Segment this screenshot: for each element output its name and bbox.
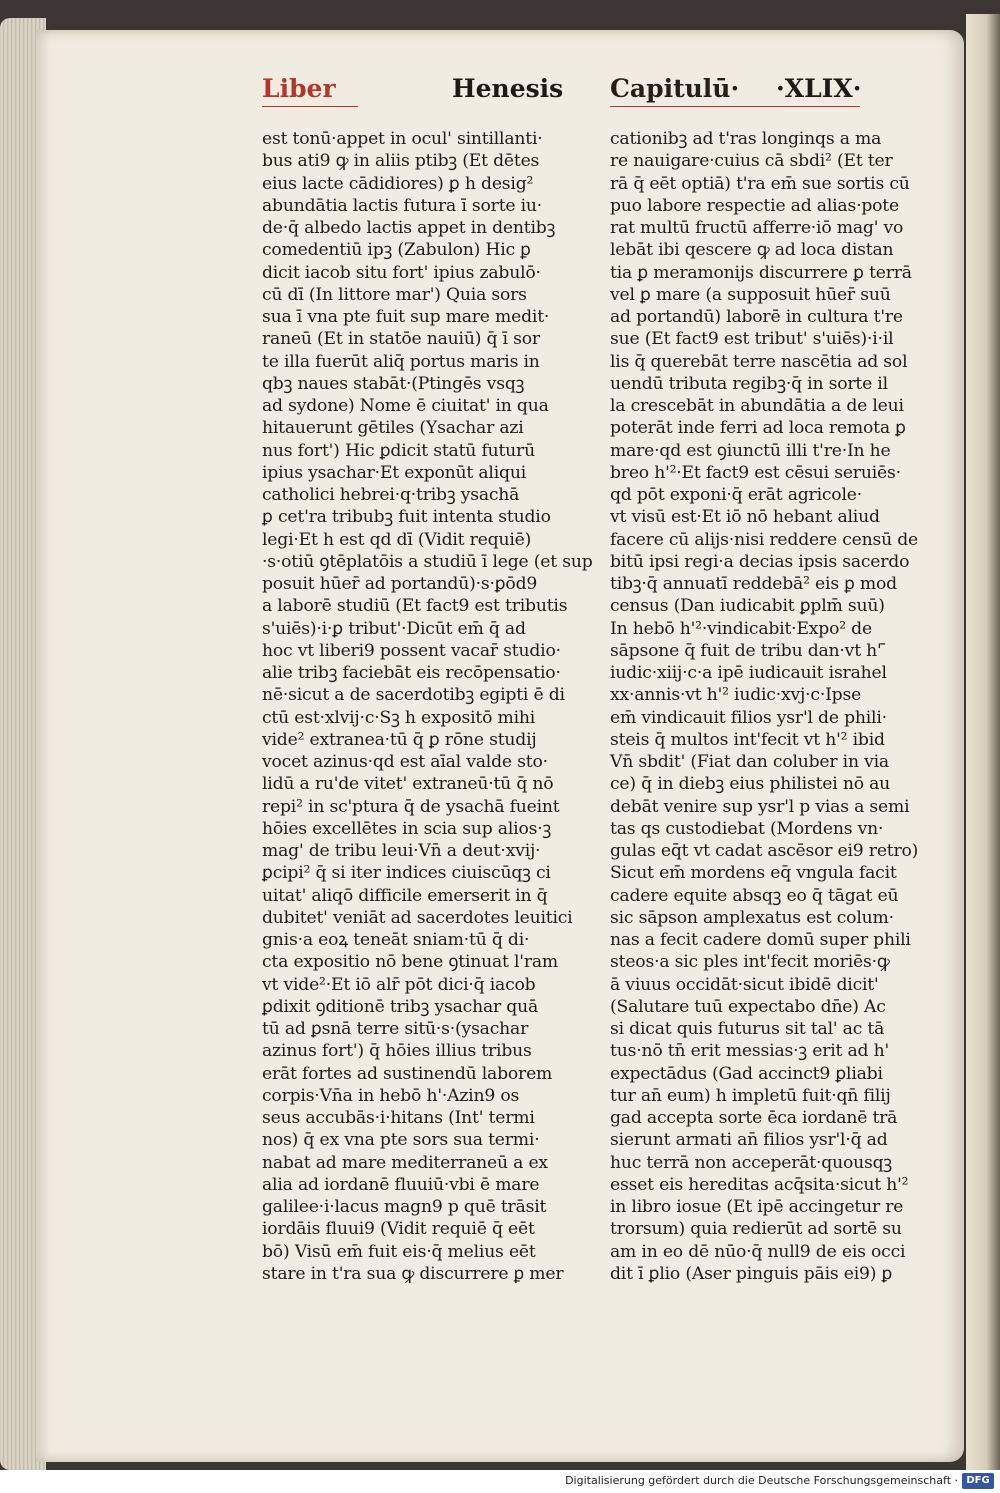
- text-line: trorsum) quia redierūt ad sortē su: [610, 1219, 902, 1240]
- text-line: mare·qd est ꝯiunctū illi t're·In he: [610, 440, 891, 461]
- text-line: re nauigare·cuius cā sbdi² (Et ter: [610, 151, 893, 172]
- text-line: gulas eq̄t vt cadat ascēsor ei9 retro): [610, 841, 919, 861]
- text-line: raneū (Et in statōe nauiū) q̄ ī sor: [262, 329, 540, 350]
- text-line: s'uiēs)·i·ꝑ tribut'·Dicūt em̄ q̄ ad: [262, 618, 526, 639]
- text-line: em̄ vindicauit filios ysr'l de phili·: [610, 707, 887, 728]
- text-line: dubitet' veniāt ad sacerdotes leuitici: [262, 907, 573, 928]
- text-line: nabat ad mare mediterraneū a ex: [262, 1152, 548, 1173]
- header-rule-left: [262, 106, 358, 107]
- text-line: lidū a ru'de vitet' extraneū·tū q̄ nō: [262, 774, 554, 795]
- text-line: ad sydone) Nome ē ciuitat' in qua: [262, 396, 549, 416]
- text-line: uendū tributa regibꝫ·q̄ in sorte il: [610, 373, 888, 394]
- text-line: ꝑdixit ꝯditionē tribꝫ ysachar quā: [262, 996, 539, 1017]
- text-line: huc terrā non acceperāt·quousqꝫ: [610, 1152, 892, 1173]
- text-line: am in eo dē nūo·q̄ null9 de eis occi: [610, 1241, 906, 1262]
- text-line: ꝑ cet'ra tribubꝫ fuit intenta studio: [262, 507, 551, 528]
- text-line: census (Dan iudicabit ꝑplm̄ suū): [610, 596, 885, 617]
- text-line: cationibꝫ ad t'ras longinqs a ma: [610, 129, 882, 149]
- text-line: ā viuus occidāt·sicut ibidē dicit': [610, 974, 879, 995]
- text-line: expectādus (Gad accinct9 ꝑliabi: [610, 1063, 883, 1084]
- text-line: dit ī ꝑlio (Aser pinguis pāis ei9) ꝑ: [610, 1263, 893, 1284]
- text-column-left: [262, 128, 593, 1285]
- text-line: iudic·xiij·c·a ipē iudicauit israhel: [610, 663, 887, 683]
- text-line: sāpsone q̄ fuit de tribu dan·vt h' ̄: [610, 640, 887, 661]
- text-line: posuit hūer̄ ad portandū)·s·ꝑōd9: [262, 574, 538, 594]
- text-line: uitat' aliqō difficile emerserit in q̄: [262, 885, 548, 906]
- text-line: tibꝫ·q̄ annuatī reddebā² eis ꝑ mod: [610, 574, 897, 594]
- text-line: bus ati9 ꝙ in aliis ptibꝫ (Et dētes: [262, 151, 540, 172]
- text-line: poterāt inde ferri ad loca remota ꝑ: [610, 418, 906, 439]
- text-line: la crescebāt in abundātia a de leui: [610, 396, 904, 416]
- text-line: qbꝫ naues stabāt·(Ptingēs vsqꝫ: [262, 373, 525, 394]
- text-line: mag' de tribu leui·Vn̄ a deut·xvij·: [262, 841, 541, 861]
- text-line: stare in t'ra sua ꝙ discurrere ꝑ mer: [262, 1263, 564, 1284]
- text-line: tas qs custodiebat (Mordens vn·: [610, 818, 884, 839]
- text-line: te illa fuerūt aliq̄ portus maris in: [262, 351, 540, 372]
- text-line: nē·sicut a de sacerdotibꝫ egipti ē di: [262, 685, 565, 706]
- text-line: ad portandū) laborē in cultura t're: [610, 307, 903, 327]
- text-column-right: [610, 128, 919, 1285]
- text-line: gad accepta sorte ēca iordanē trā: [610, 1108, 898, 1128]
- text-line: lis q̄ querebāt terre nascētia ad sol: [610, 351, 908, 372]
- header-capitulum: Capitulū·: [610, 74, 740, 103]
- footer-bar: [0, 1470, 1000, 1493]
- text-line: seus accubās·i·hitans (Int' termi: [262, 1108, 535, 1128]
- text-line: bō) Visū em̄ fuit eis·q̄ melius eēt: [262, 1241, 536, 1262]
- text-line: ·s·otiū ꝯtēplatōis a studiū ī lege (et sup: [262, 551, 593, 572]
- text-line: corpis·Vn̄a in hebō h'·Azin9 os: [262, 1085, 520, 1106]
- text-line: nas a fecit cadere domū super phili: [610, 930, 911, 950]
- text-line: si dicat quis futurus sit tal' ac tā: [610, 1019, 885, 1039]
- header-folio-number: ·XLIX·: [776, 74, 862, 103]
- text-line: alia ad iordanē fluuiū·vbi ē mare: [262, 1174, 540, 1195]
- text-line: (Salutare tuū expectabo dn̄e) Ac: [610, 996, 886, 1017]
- running-header: [0, 74, 1000, 108]
- header-liber: Liber: [262, 74, 336, 103]
- text-line: xx·annis·vt h'² iudic·xvj·c·Ipse: [610, 685, 862, 706]
- text-line: nus fort') Hic ꝑdicit statū futurū: [262, 440, 535, 461]
- text-line: dicit iacob situ fort' ipius zabulō·: [262, 262, 541, 283]
- text-line: est tonū·appet in ocul' sintillanti·: [262, 129, 543, 149]
- text-line: catholici hebrei·q·tribꝫ ysachā: [262, 485, 520, 505]
- text-line: a laborē studiū (Et fact9 est tributis: [262, 596, 568, 617]
- text-line: bitū ipsi regi·a decias ipsis sacerdo: [610, 551, 910, 572]
- text-line: rat multū fructū afferre·iō mag' vo: [610, 218, 904, 238]
- text-line: legi·Et h est qd dī (Vidit requiē): [262, 529, 532, 550]
- text-line: galilee·i·lacus magn9 p quē trāsit: [262, 1197, 547, 1217]
- text-line: comedentiū ipꝫ (Zabulon) Hic ꝑ: [262, 240, 531, 261]
- text-line: vocet azinus·qd est aīal valde sto·: [262, 752, 548, 772]
- text-line: ꝑcipi² q̄ si iter indices ciuiscūqꝫ ci: [262, 863, 551, 884]
- text-line: lebāt ibi qescere ꝙ ad loca distan: [610, 240, 894, 261]
- text-line: in libro iosue (Et ipē accingetur re: [610, 1197, 904, 1217]
- text-line: Sicut em̄ mordens eq̄ vngula facit: [610, 863, 897, 884]
- text-line: iordāis fluui9 (Vidit requiē q̄ eēt: [262, 1219, 535, 1240]
- text-line: gnis·a eoꝝ teneāt sniam·tū q̄ di·: [262, 930, 530, 950]
- text-line: tia ꝑ meramonijs discurrere ꝑ terrā: [610, 262, 912, 283]
- text-line: azinus fort') q̄ hōies illius tribus: [262, 1041, 532, 1062]
- footer-credit: Digitalisierung gefördert durch die Deutsche Forschungsgemeinschaft ·: [565, 1474, 958, 1487]
- text-line: debāt venire sup ysr'l p vias a semi: [610, 796, 910, 817]
- text-line: esset eis hereditas acq̄sita·sicut h'²: [610, 1174, 909, 1195]
- text-line: ctū est·xlvij·c·Sꝫ h expositō mihi: [262, 707, 536, 728]
- text-line: sue (Et fact9 est tribut' s'uiēs)·i·il: [610, 329, 894, 350]
- text-line: sierunt armati an̄ filios ysr'l·q̄ ad: [610, 1130, 888, 1151]
- text-line: hoc vt liberi9 possent vacar̄ studio·: [262, 640, 561, 661]
- text-line: de·q̄ albedo lactis appet in dentibꝫ: [262, 218, 556, 238]
- text-line: hitauerunt gētiles (Ysachar azi: [262, 418, 524, 439]
- text-line: In hebō h'²·vindicabit·Expo² de: [610, 618, 872, 639]
- text-line: vel ꝑ mare (a supposuit hūer̄ suū: [610, 284, 891, 305]
- text-line: tū ad ꝑsnā terre sitū·s·(ysachar: [262, 1019, 529, 1039]
- text-line: ce) q̄ in diebꝫ eius philistei nō au: [610, 774, 891, 795]
- text-line: steos·a sic ples int'fecit moriēs·ꝙ: [610, 952, 890, 973]
- text-line: abundātia lactis futura ī sorte iu·: [262, 195, 543, 216]
- text-line: sic sāpson amplexatus est colum·: [610, 907, 894, 928]
- text-line: vt visū est·Et iō nō hebant aliud: [610, 507, 880, 528]
- text-line: vide² extranea·tū q̄ ꝑ rōne studij: [262, 729, 537, 750]
- text-line: erāt fortes ad sustinendū laborem: [262, 1063, 553, 1084]
- text-line: cta expositio nō bene ꝯtinuat l'ram: [262, 952, 558, 973]
- text-line: Vn̄ sbdit' (Fiat dan coluber in via: [610, 752, 889, 772]
- text-line: cū dī (In littore mar') Quia sors: [262, 284, 527, 305]
- header-rule-right: [610, 106, 860, 107]
- text-line: alie tribꝫ faciebāt eis recōpensatio·: [262, 663, 561, 683]
- text-line: sua ī vna pte fuit sup mare medit·: [262, 307, 550, 327]
- header-book-title: Henesis: [452, 74, 564, 103]
- text-line: puo labore respectie ad alias·pote: [610, 195, 899, 216]
- text-line: qd pōt exponi·q̄ erāt agricole·: [610, 485, 862, 505]
- text-line: tus·nō tn̄ erit messias·ꝫ erit ad h': [610, 1041, 889, 1062]
- text-line: steis q̄ multos int'fecit vt h'² ibid: [610, 729, 885, 750]
- text-line: vt vide²·Et iō alr̄ pōt dici·q̄ iacob: [262, 974, 536, 995]
- text-line: ipius ysachar·Et exponūt aliqui: [262, 462, 526, 483]
- text-line: facere cū alijs·nisi reddere censū de: [610, 529, 919, 550]
- text-line: nos) q̄ ex vna pte sors sua termi·: [262, 1130, 540, 1151]
- text-line: hōies excellētes in scia sup alios·ꝫ: [262, 818, 552, 839]
- text-line: rā q̄ eēt optiā) t'ra em̄ sue sortis cū: [610, 173, 910, 194]
- text-line: tur an̄ eum) h impletū fuit·qn̄ filij: [610, 1085, 891, 1106]
- text-line: repi² in sc'ptura q̄ de ysachā fueint: [262, 796, 560, 817]
- text-line: eius lacte cādidiores) ꝑ h desig²: [262, 173, 534, 194]
- dfg-logo: DFG: [962, 1473, 994, 1489]
- text-line: cadere equite absqꝫ eo q̄ tāgat eū: [610, 885, 899, 906]
- text-line: breo h'²·Et fact9 est cēsui seruiēs·: [610, 462, 901, 483]
- book-right-edge: [966, 14, 1000, 1470]
